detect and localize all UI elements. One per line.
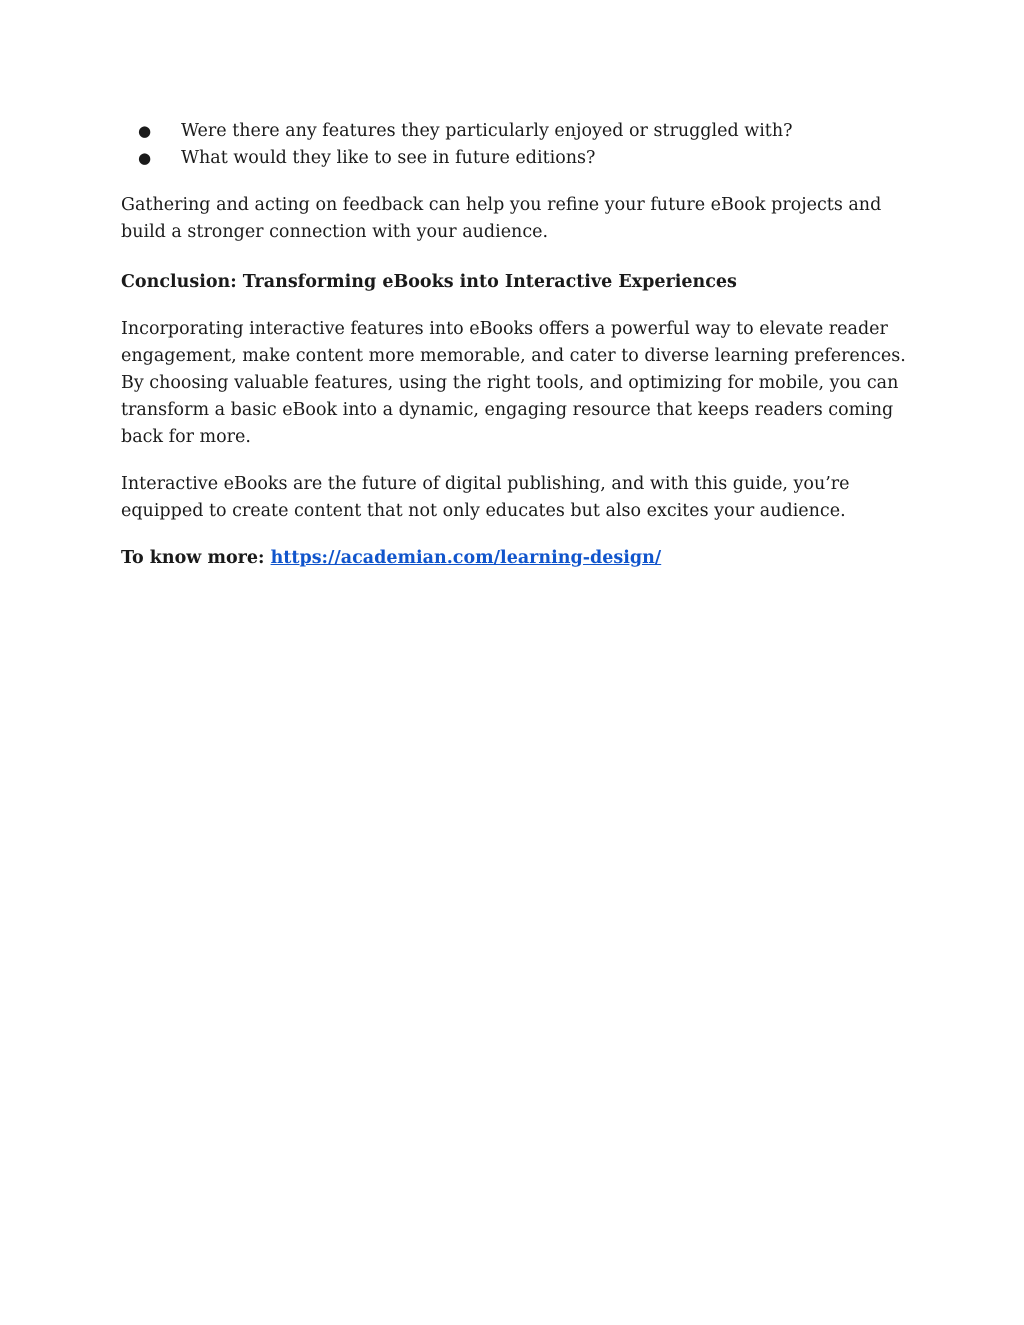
bullet-list xyxy=(121,118,907,172)
bullet-text: Were there any features they particularly enjoyed or struggled with? xyxy=(181,121,793,141)
know-more-line xyxy=(121,545,907,572)
learning-design-link[interactable]: https://academian.com/learning-design/ xyxy=(270,548,662,568)
bullet-item xyxy=(121,145,907,172)
know-more-label: To know more: xyxy=(121,548,271,568)
future-paragraph: Interactive eBooks are the future of digital publishing, and with this guide, you’re equipped to create content that not only educates but also excites your audience. xyxy=(121,474,850,521)
feedback-paragraph: Gathering and acting on feedback can help you refine your future eBook projects and build a stronger connection with your audience. xyxy=(121,195,882,242)
conclusion-heading: Conclusion: Transforming eBooks into Interactive Experiences xyxy=(121,272,737,292)
bullet-text: What would they like to see in future editions? xyxy=(181,148,596,168)
bullet-dot-icon: ● xyxy=(138,122,152,140)
document-page xyxy=(121,118,907,572)
bullet-item xyxy=(121,118,907,145)
bullet-dot-icon: ● xyxy=(138,149,152,167)
incorporating-paragraph: Incorporating interactive features into eBooks offers a powerful way to elevate reader engagement, make content more memorable, and cater to diverse learning preferences. By choosing valuable features, using the right tools, and optimizing for mobile, you can transform a basic eBook into a dynamic, engaging resource that keeps readers coming back for more. xyxy=(121,319,906,447)
